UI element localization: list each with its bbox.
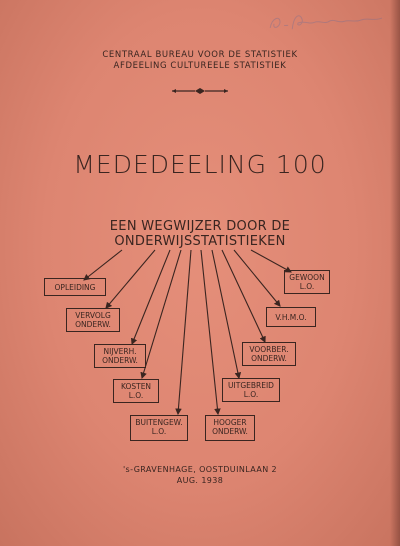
arrow-to-hooger xyxy=(201,250,218,414)
box-hooger-onderwijs xyxy=(205,415,255,441)
box-label: VOORBER. xyxy=(249,345,289,354)
subtitle-line-1: EEN WEGWIJZER DOOR DE xyxy=(109,219,291,234)
box-label: L.O. xyxy=(128,391,144,400)
box-vervolg-onderwijs xyxy=(66,308,120,332)
imprint-date: AUG. 1938 xyxy=(176,476,224,485)
box-label: L.O. xyxy=(299,282,315,291)
box-nijverheidsonderwijs xyxy=(94,344,146,368)
box-uitgebreid-lo xyxy=(222,378,280,402)
box-label: ONDERW. xyxy=(102,356,138,365)
box-label: ONDERW. xyxy=(251,354,287,363)
box-vhmo xyxy=(266,307,316,327)
box-label: L.O. xyxy=(243,390,259,399)
department-name: AFDEELING CULTUREELE STATISTIEK xyxy=(113,61,287,71)
cover-title: MEDEDEELING 100 xyxy=(73,150,327,179)
box-label: HOOGER xyxy=(213,418,247,427)
box-label: BUITENGEW. xyxy=(135,418,183,427)
box-label: ONDERW. xyxy=(75,320,111,329)
arrow-to-nijverh xyxy=(132,250,170,344)
arrow-to-vervolg xyxy=(106,250,155,308)
imprint-footer xyxy=(0,464,400,486)
box-label: OPLEIDING xyxy=(54,283,96,292)
arrow-to-gewoon xyxy=(251,250,291,272)
box-label: GEWOON xyxy=(289,273,325,282)
arrow-to-buitengew xyxy=(178,250,191,414)
box-label: KOSTEN xyxy=(120,382,152,391)
arrow-to-opleiding xyxy=(84,250,122,280)
box-label: NIJVERH. xyxy=(103,347,137,356)
subtitle-line-2: ONDERWIJSSTATISTIEKEN xyxy=(114,234,286,249)
arrow-to-uitgebreid xyxy=(212,250,239,378)
box-kosten-lo xyxy=(113,379,159,403)
box-label: ONDERW. xyxy=(212,427,248,436)
box-label: VERVOLG xyxy=(75,311,111,320)
arrow-to-vhmo xyxy=(234,250,280,306)
box-voorbereidend-onderwijs xyxy=(242,342,296,366)
box-label: V.H.M.O. xyxy=(275,313,307,322)
box-label: L.O. xyxy=(151,427,167,436)
box-buitengewoon-lo xyxy=(130,415,188,441)
arrow-to-kosten xyxy=(142,250,181,378)
imprint-address: 's-GRAVENHAGE, OOSTDUINLAAN 2 xyxy=(122,465,278,474)
publisher-name: CENTRAAL BUREAU VOOR DE STATISTIEK xyxy=(102,50,298,60)
box-opleiding xyxy=(44,278,106,296)
box-label: UITGEBREID xyxy=(228,381,274,390)
box-gewoon-lo xyxy=(284,270,330,294)
